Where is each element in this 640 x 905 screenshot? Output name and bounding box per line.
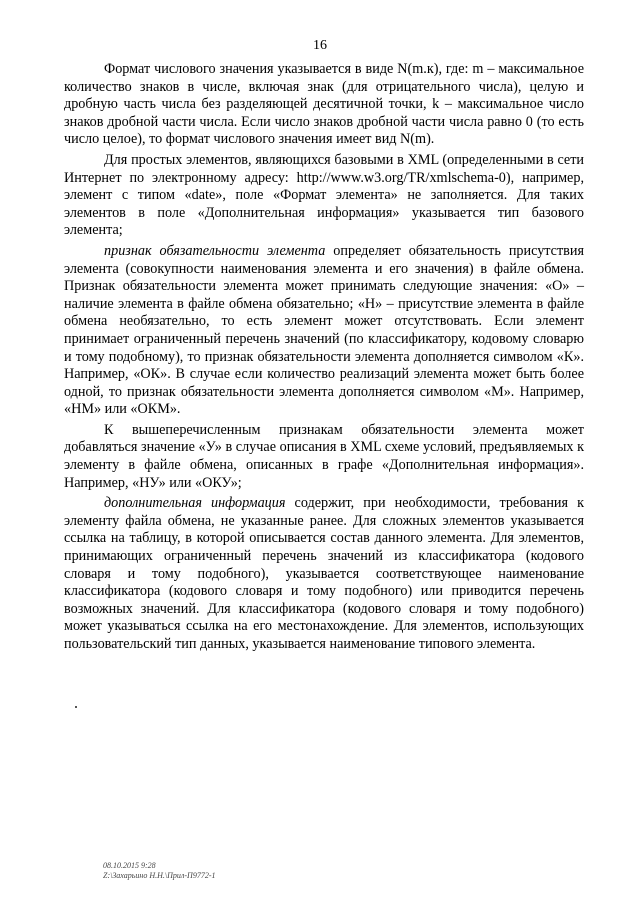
- paragraph-number-format: Формат числового значения указывается в виде N(m.к), где: m – максимальное количество знаков в числе, включая знак (для отрицательного числа), целую и дробную часть числа без разделяющей десятичной точки, k – максимальное число знаков дробной части числа. Если число знаков дробной части числа равно 0 (то есть число целое), то формат числового значения имеет вид N(m).: [64, 61, 584, 148]
- paragraph-additional-info: дополнительная информация содержит, при необходимости, требования к элементу файла обмена, не указанные ранее. Для сложных элементов указывается ссылка на таблицу, в которой описывается состав данного элемента. Для элементов, принимающих ограниченный перечень значений из классификатора (кодового словаря и тому подобного), указывается соответствующее наименование классификатора (кодового словаря и тому подобного) или приводится перечень возможных значений. Для классификатора (кодового словаря и тому подобного) может указываться ссылка на его местонахождение. Для элементов, использующих пользовательский тип данных, указывается наименование типового элемента.: [64, 495, 584, 652]
- paragraph-required-flag: признак обязательности элемента определяет обязательность присутствия элемента (совокупности наименования элемента и его значения) в файле обмена. Признак обязательности элемента может принимать следующие значения: «О» – наличие элемента в файле обмена обязательно; «Н» – присутствие элемента в файле обмена необязательно, то есть элемент может отсутствовать. Если элемент принимает ограниченный перечень значений (по классификатору, кодовому словарю и тому подобному), то признак обязательности элемента дополняется символом «К». Например, «ОК». В случае если количество реализаций элемента может быть более одной, то признак обязательности элемента дополняется символом «М». Например, «НМ» или «ОКМ».: [64, 242, 584, 418]
- paragraph-conditional-flag: К вышеперечисленным признакам обязательности элемента может добавляться значение «У» в случае описания в XML схеме условий, предъявляемых к элементу в файле обмена, описанных в графе «Дополнительная информация». Например, «НУ» или «ОКУ»;: [64, 421, 584, 491]
- footer-timestamp: 08.10.2015 9:28: [103, 861, 156, 870]
- stray-mark: [75, 706, 77, 708]
- document-body: [64, 61, 584, 657]
- page-number: 16: [313, 38, 327, 53]
- term-required-flag: признак обязательности элемента: [104, 242, 326, 259]
- footer-file-path: Z:\Захарьино Н.Н.\Прил-П9772-1: [103, 871, 216, 880]
- paragraph-simple-elements: Для простых элементов, являющихся базовыми в XML (определенными в сети Интернет по электронному адресу: http://www.w3.org/TR/xmlschema-0), например, элемент с типом «date», поле «Формат элемента» не заполняется. Для таких элементов в поле «Дополнительная информация» указывается тип базового элемента;: [64, 151, 584, 239]
- term-additional-info: дополнительная информация: [104, 495, 286, 512]
